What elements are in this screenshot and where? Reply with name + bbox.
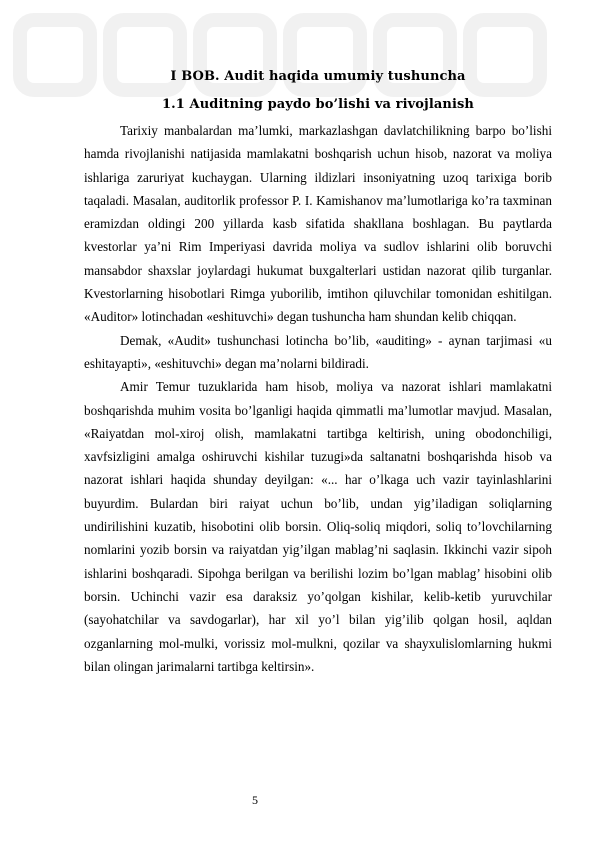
page-number: 5 xyxy=(252,793,258,807)
section-title: 1.1 Auditning paydo bo’lishi va rivojlanish xyxy=(162,97,474,112)
document-page xyxy=(84,68,552,678)
paragraph: Tarixiy manbalardan ma’lumki, markazlashgan davlatchilikning barpo bo’lishi hamda rivojlanishi natijasida mamlakatni boshqarish uchun hisob, nazorat va moliya ishlariga zaruriyat kuchaygan. Ularning ildizlari insoniyatning uzoq tarixiga borib taqaladi. Masalan, auditorlik professor P. I. Kamishanov ma’lumotlariga ko’ra taxminan eramizdan oldingi 200 yillarda kasb sifatida shakllana boshlagan. Bu paytlarda kvestorlar ya’ni Rim Imperiyasi davrida moliya va sudlov ishlarini olib boruvchi mansabdor shaxslar joylardagi hukumat buxgalterlari ustidan nazorat qilib turganlar. Kvestorlarning hisobotlari Rimga yuborilib, imtihon qiluvchilar tomonidan eshitilgan. «Auditor» lotinchadan «eshituvchi» degan tushuncha ham shundan kelib chiqqan. xyxy=(84,123,552,325)
paragraph: Amir Temur tuzuklarida ham hisob, moliya va nazorat ishlari mamlakatni boshqarishda muhim vosita bo’lganligi haqida qimmatli ma’lumotlar mavjud. Masalan, «Raiyatdan mol-xiroj olish, mamlakatni tartibga keltirish, uning obodonchiligi, xavfsizligini amalga oshiruvchi kishilar tuzugi»da saltanatni boshqarishda hisob va nazorat ishlari haqida shunday deyilgan: «... har o’lkaga uch vazir tayinlashlarini buyurdim. Bulardan biri raiyat uchun bo’lib, undan yig’iladigan soliqlarning undirilishini kuzatib, hisobotini olib borsin. Oliq-soliq miqdori, soliq to’lovchilarning nomlarini yozib borsin va raiyatdan yig’ilgan mablag’ni saqlasin. Ikkinchi vazir sipoh ishlarini boshqaradi. Sipohga berilgan va berilishi lozim bo’lgan mablag’ hisobini olib borsin. Uchinchi vazir esa daraksiz yo’qolgan kishilar, kelib-ketib yuruvchilar (sayohatchilar va savdogarlar), har xil yo’l bilan yig’ilib qolgan hosil, aqldan ozganlarning mol-mulki, vorissiz mol-mulkni, qozilar va shayxulislomlarning hukmi bilan olingan jarimalarni tartibga keltirsin». xyxy=(84,379,552,674)
chapter-title: I BOB. Audit haqida umumiy tushuncha xyxy=(170,69,466,84)
paragraph: Demak, «Audit» tushunchasi lotincha bo’lib, «auditing» - aynan tarjimasi «u eshitayapti», «eshituvchi» degan ma’nolarni bildiradi. xyxy=(84,332,552,371)
